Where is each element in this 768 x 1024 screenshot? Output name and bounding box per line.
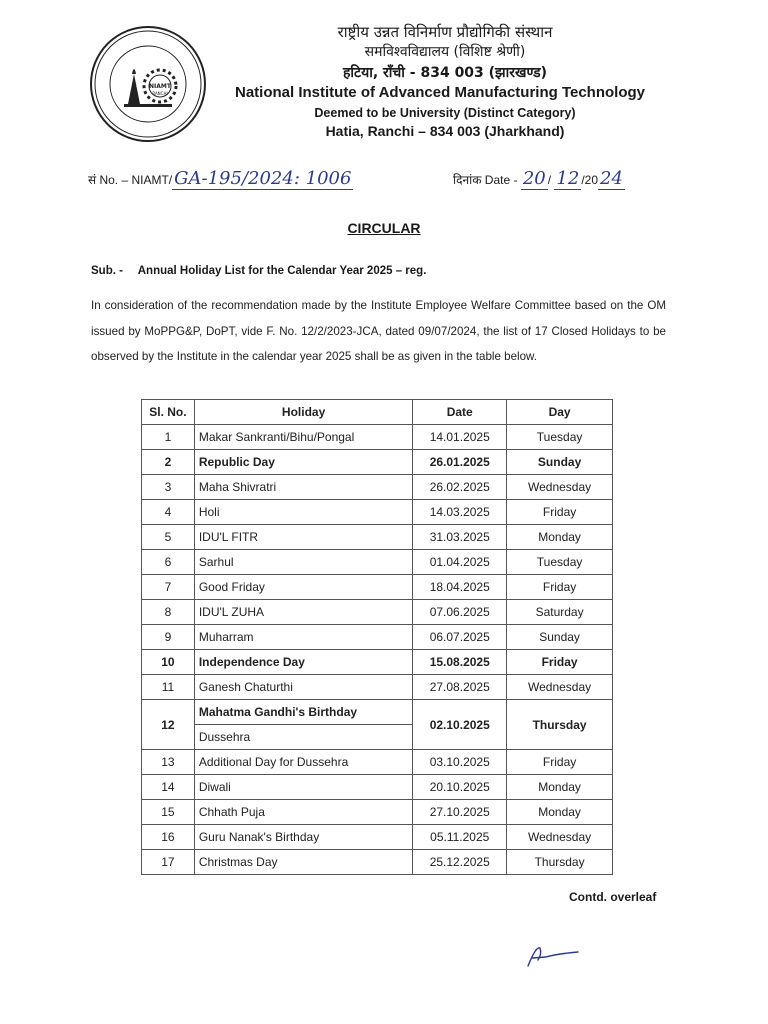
row-day: Monday [507, 800, 613, 825]
table-row [142, 775, 613, 800]
column-header-day: Day [507, 400, 613, 425]
reference-number-label: सं No. – NIAMT/ [88, 173, 173, 187]
column-header-date: Date [413, 400, 507, 425]
row-holiday-secondary: Dussehra [194, 725, 412, 750]
institute-address-english: Hatia, Ranchi – 834 003 (Jharkhand) [325, 123, 565, 139]
table-row [142, 700, 613, 725]
row-day: Thursday [507, 700, 613, 750]
row-day: Friday [507, 750, 613, 775]
row-date: 20.10.2025 [413, 775, 507, 800]
row-holiday: Guru Nanak's Birthday [194, 825, 412, 850]
row-holiday: Chhath Puja [194, 800, 412, 825]
row-sl-no: 11 [142, 675, 195, 700]
row-date: 31.03.2025 [413, 525, 507, 550]
row-day: Tuesday [507, 425, 613, 450]
row-date: 27.08.2025 [413, 675, 507, 700]
row-holiday: IDU'L FITR [194, 525, 412, 550]
row-date: 02.10.2025 [413, 700, 507, 750]
row-day: Monday [507, 525, 613, 550]
page-title: CIRCULAR [347, 220, 421, 236]
row-sl-no: 10 [142, 650, 195, 675]
table-row [142, 675, 613, 700]
row-sl-no: 3 [142, 475, 195, 500]
row-date: 06.07.2025 [413, 625, 507, 650]
row-day: Friday [507, 650, 613, 675]
row-holiday: Makar Sankranti/Bihu/Pongal [194, 425, 412, 450]
subject-line [91, 265, 426, 277]
row-sl-no: 14 [142, 775, 195, 800]
table-row [142, 525, 613, 550]
subject-text: Annual Holiday List for the Calendar Year 2025 – reg. [137, 265, 427, 277]
institute-status-hindi: समविश्वविद्यालय (विशिष्ट श्रेणी) [364, 44, 526, 60]
row-holiday: Sarhul [194, 550, 412, 575]
table-row [142, 600, 613, 625]
column-header-holiday: Holiday [194, 400, 412, 425]
row-sl-no: 2 [142, 450, 195, 475]
row-holiday: Muharram [194, 625, 412, 650]
logo-subtext: RANCHI [152, 91, 168, 96]
table-row [142, 550, 613, 575]
table-row [142, 750, 613, 775]
row-holiday: Diwali [194, 775, 412, 800]
row-date: 03.10.2025 [413, 750, 507, 775]
reference-number [88, 168, 353, 189]
row-sl-no: 4 [142, 500, 195, 525]
institute-name-english: National Institute of Advanced Manufacturing Technology [234, 84, 646, 101]
row-date: 05.11.2025 [413, 825, 507, 850]
row-day: Sunday [507, 450, 613, 475]
table-row [142, 450, 613, 475]
table-row [142, 475, 613, 500]
row-date: 18.04.2025 [413, 575, 507, 600]
row-holiday: Additional Day for Dussehra [194, 750, 412, 775]
row-date: 01.04.2025 [413, 550, 507, 575]
institute-status-english: Deemed to be University (Distinct Category) [314, 106, 576, 120]
row-day: Sunday [507, 625, 613, 650]
row-sl-no: 13 [142, 750, 195, 775]
institute-name-hindi: राष्ट्रीय उन्नत विनिर्माण प्रौद्योगिकी संस्थान [337, 23, 553, 41]
date-month: 12 [556, 168, 580, 189]
signature [522, 940, 582, 970]
row-sl-no: 5 [142, 525, 195, 550]
date-year-suffix: 24 [600, 168, 623, 189]
institute-address-hindi: हटिया, राँची - 834 003 (झारखण्ड) [342, 65, 547, 81]
row-day: Wednesday [507, 825, 613, 850]
table-row [142, 650, 613, 675]
table-row [142, 800, 613, 825]
table-header-row [142, 400, 613, 425]
row-sl-no: 12 [142, 700, 195, 750]
row-holiday: Independence Day [194, 650, 412, 675]
row-date: 15.08.2025 [413, 650, 507, 675]
date-label: दिनांक Date - [453, 173, 518, 187]
row-date: 07.06.2025 [413, 600, 507, 625]
table-row [142, 625, 613, 650]
reference-number-value: GA-195/2024: 1006 [174, 168, 352, 189]
row-sl-no: 7 [142, 575, 195, 600]
row-date: 26.02.2025 [413, 475, 507, 500]
row-sl-no: 16 [142, 825, 195, 850]
date-year-prefix: /20 [581, 173, 598, 187]
logo-text: NIAMT [149, 83, 171, 90]
row-holiday: Mahatma Gandhi's Birthday [194, 700, 412, 725]
continued-overleaf-note: Contd. overleaf [569, 890, 657, 904]
row-sl-no: 6 [142, 550, 195, 575]
table-row [142, 850, 613, 875]
row-sl-no: 1 [142, 425, 195, 450]
row-holiday: Holi [194, 500, 412, 525]
row-day: Tuesday [507, 550, 613, 575]
row-holiday: Republic Day [194, 450, 412, 475]
reference-date: दिनांक Date - 20 / 12 /20 24 [453, 168, 623, 189]
row-sl-no: 9 [142, 625, 195, 650]
row-sl-no: 17 [142, 850, 195, 875]
holiday-table [141, 399, 613, 875]
row-day: Wednesday [507, 675, 613, 700]
column-header-sl-no: Sl. No. [142, 400, 195, 425]
table-row [142, 575, 613, 600]
row-holiday: IDU'L ZUHA [194, 600, 412, 625]
row-holiday: Good Friday [194, 575, 412, 600]
row-day: Friday [507, 500, 613, 525]
table-row [142, 425, 613, 450]
row-date: 25.12.2025 [413, 850, 507, 875]
institute-logo [88, 24, 208, 144]
date-day: 20 [522, 168, 546, 189]
row-sl-no: 15 [142, 800, 195, 825]
row-date: 27.10.2025 [413, 800, 507, 825]
row-holiday: Ganesh Chaturthi [194, 675, 412, 700]
row-day: Thursday [507, 850, 613, 875]
row-date: 26.01.2025 [413, 450, 507, 475]
subject-label: Sub. - [91, 265, 123, 277]
row-sl-no: 8 [142, 600, 195, 625]
table-row [142, 500, 613, 525]
row-day: Saturday [507, 600, 613, 625]
body-paragraph: In consideration of the recommendation made by the Institute Employee Welfare Committee based on the OM issued by MoPPG&P, DoPT, vide F. No. 12/2/2023-JCA, dated 09/07/2024, the list of 17 Closed Holidays to be observed by the Institute in the calendar year 2025 shall be as given in the table below. [91, 299, 666, 363]
row-day: Monday [507, 775, 613, 800]
table-row [142, 825, 613, 850]
row-day: Friday [507, 575, 613, 600]
row-holiday: Christmas Day [194, 850, 412, 875]
row-date: 14.03.2025 [413, 500, 507, 525]
row-holiday: Maha Shivratri [194, 475, 412, 500]
row-day: Wednesday [507, 475, 613, 500]
row-date: 14.01.2025 [413, 425, 507, 450]
